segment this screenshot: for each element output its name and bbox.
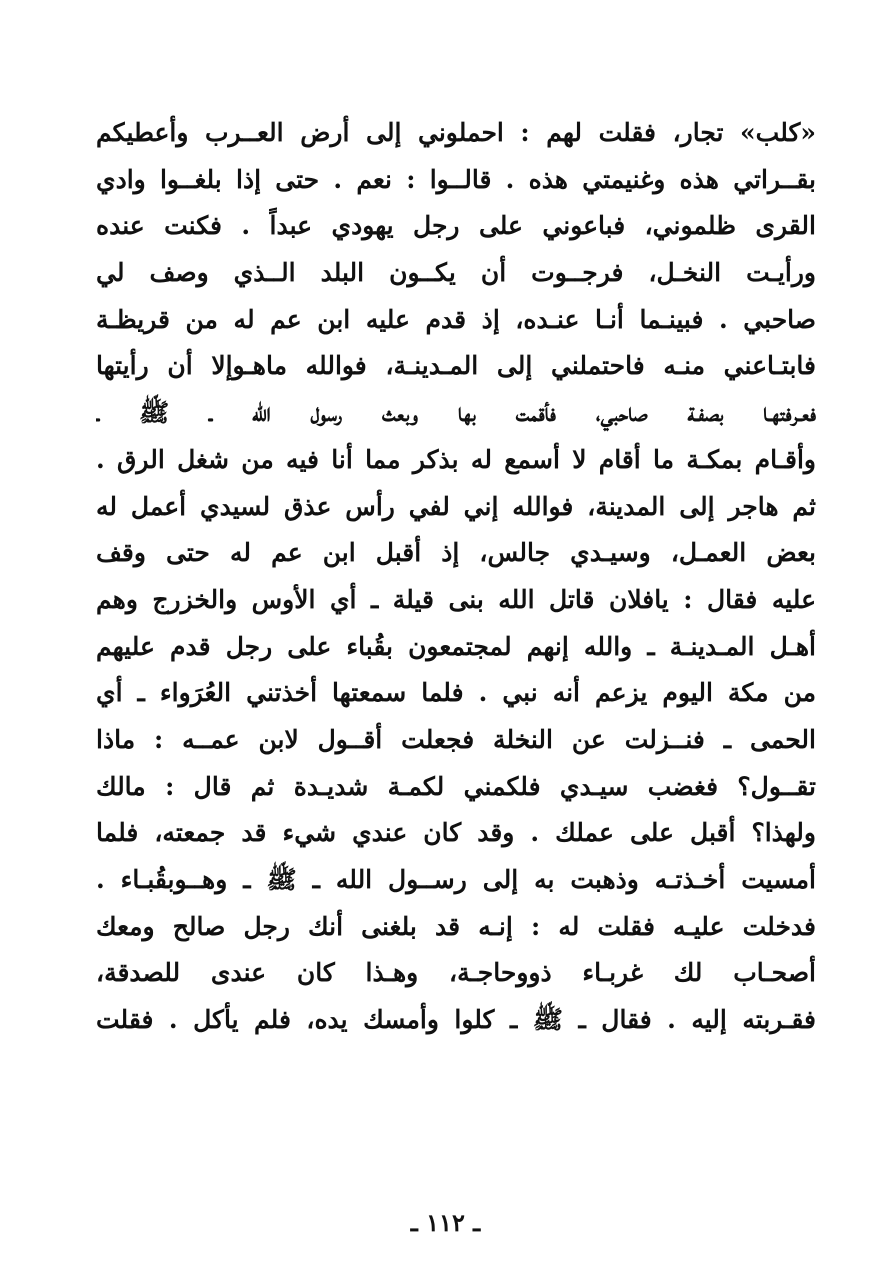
text-line-1: «كلب» تجار، فقلت لهم : احملوني إلى أرض العــرب وأعطيكم (96, 118, 816, 147)
text-line-3: القرى ظلموني، فباعوني على رجل يهودي عبداً . فكنت عنده (96, 211, 816, 241)
text-line-15: تقــول؟ فغضب سيـدي فلكمني لكمـة شديـدة ثم قال : مالك (96, 771, 816, 801)
text-line-4: ورأيـت النخـل، فرجــوت أن يكــون البلد الــذي وصف لي (96, 258, 816, 288)
text-line-2: بقــراتي هذه وغنيمتي هذه . قالــوا : نعم . حتى إذا بلغــوا وادي (96, 164, 816, 194)
text-line-20: فقـربته إليه . فقال ـ ﷺ ـ كلوا وأمسك يده، فلم يأكل . فقلت (96, 1005, 816, 1035)
text-line-10: بعض العمـل، وسيـدي جالس، إذ أقبل ابن عم له حتى وقف (96, 538, 816, 568)
text-line-9: ثم هاجر إلى المدينة، فوالله إني لفي رأس عذق لسيدي أعمل له (96, 491, 816, 521)
text-line-19: أصحـاب لك غربـاء ذووحاجـة، وهـذا كان عندى للصدقة، (96, 958, 816, 988)
text-line-13: من مكة اليوم يزعم أنه نبي . فلما سمعتها أخذتني العُرَواء ـ أي (96, 678, 816, 708)
text-line-14: الحمى ـ فنــزلت عن النخلة فجعلت أقــول لابن عمــه : ماذا (96, 724, 816, 754)
text-line-18: فدخلت عليـه فقلت له : إنـه قد بلغنى أنك رجل صالح ومعك (96, 911, 816, 941)
text-line-7: فعـرفتهـا بصفـة صاحبي، فأقمت بها وبعث رسول الله ـ ﷺ ـ (96, 398, 816, 428)
page-number: ـ ١١٢ ـ (410, 1208, 481, 1237)
text-line-6: فابتـاعني منـه فاحتملني إلى المـدينـة، فوالله ماهـوإلا أن رأيتها (96, 351, 816, 381)
text-line-17: أمسيت أخـذتـه وذهبت به إلى رســول الله ـ ﷺ ـ وهــوبقُبـاء . (96, 865, 816, 894)
text-line-16: ولهذا؟ أقبل على عملك . وقد كان عندي شيء قد جمعته، فلما (96, 818, 816, 848)
text-line-11: عليه فقال : يافلان قاتل الله بنى قيلة ـ أي الأوس والخزرج وهم (96, 584, 816, 614)
text-line-5: صاحبي . فبينـما أنـا عنـده، إذ قدم عليه ابن عم له من قريظـة (96, 304, 816, 334)
body-text (96, 110, 816, 1044)
text-line-8: وأقـام بمكـة ما أقام لا أسمع له بذكر مما أنا فيه من شغل الرق . (96, 444, 816, 474)
text-line-12: أهـل المـدينـة ـ والله إنهم لمجتمعون بقُباء على رجل قدم عليهم (96, 631, 816, 661)
